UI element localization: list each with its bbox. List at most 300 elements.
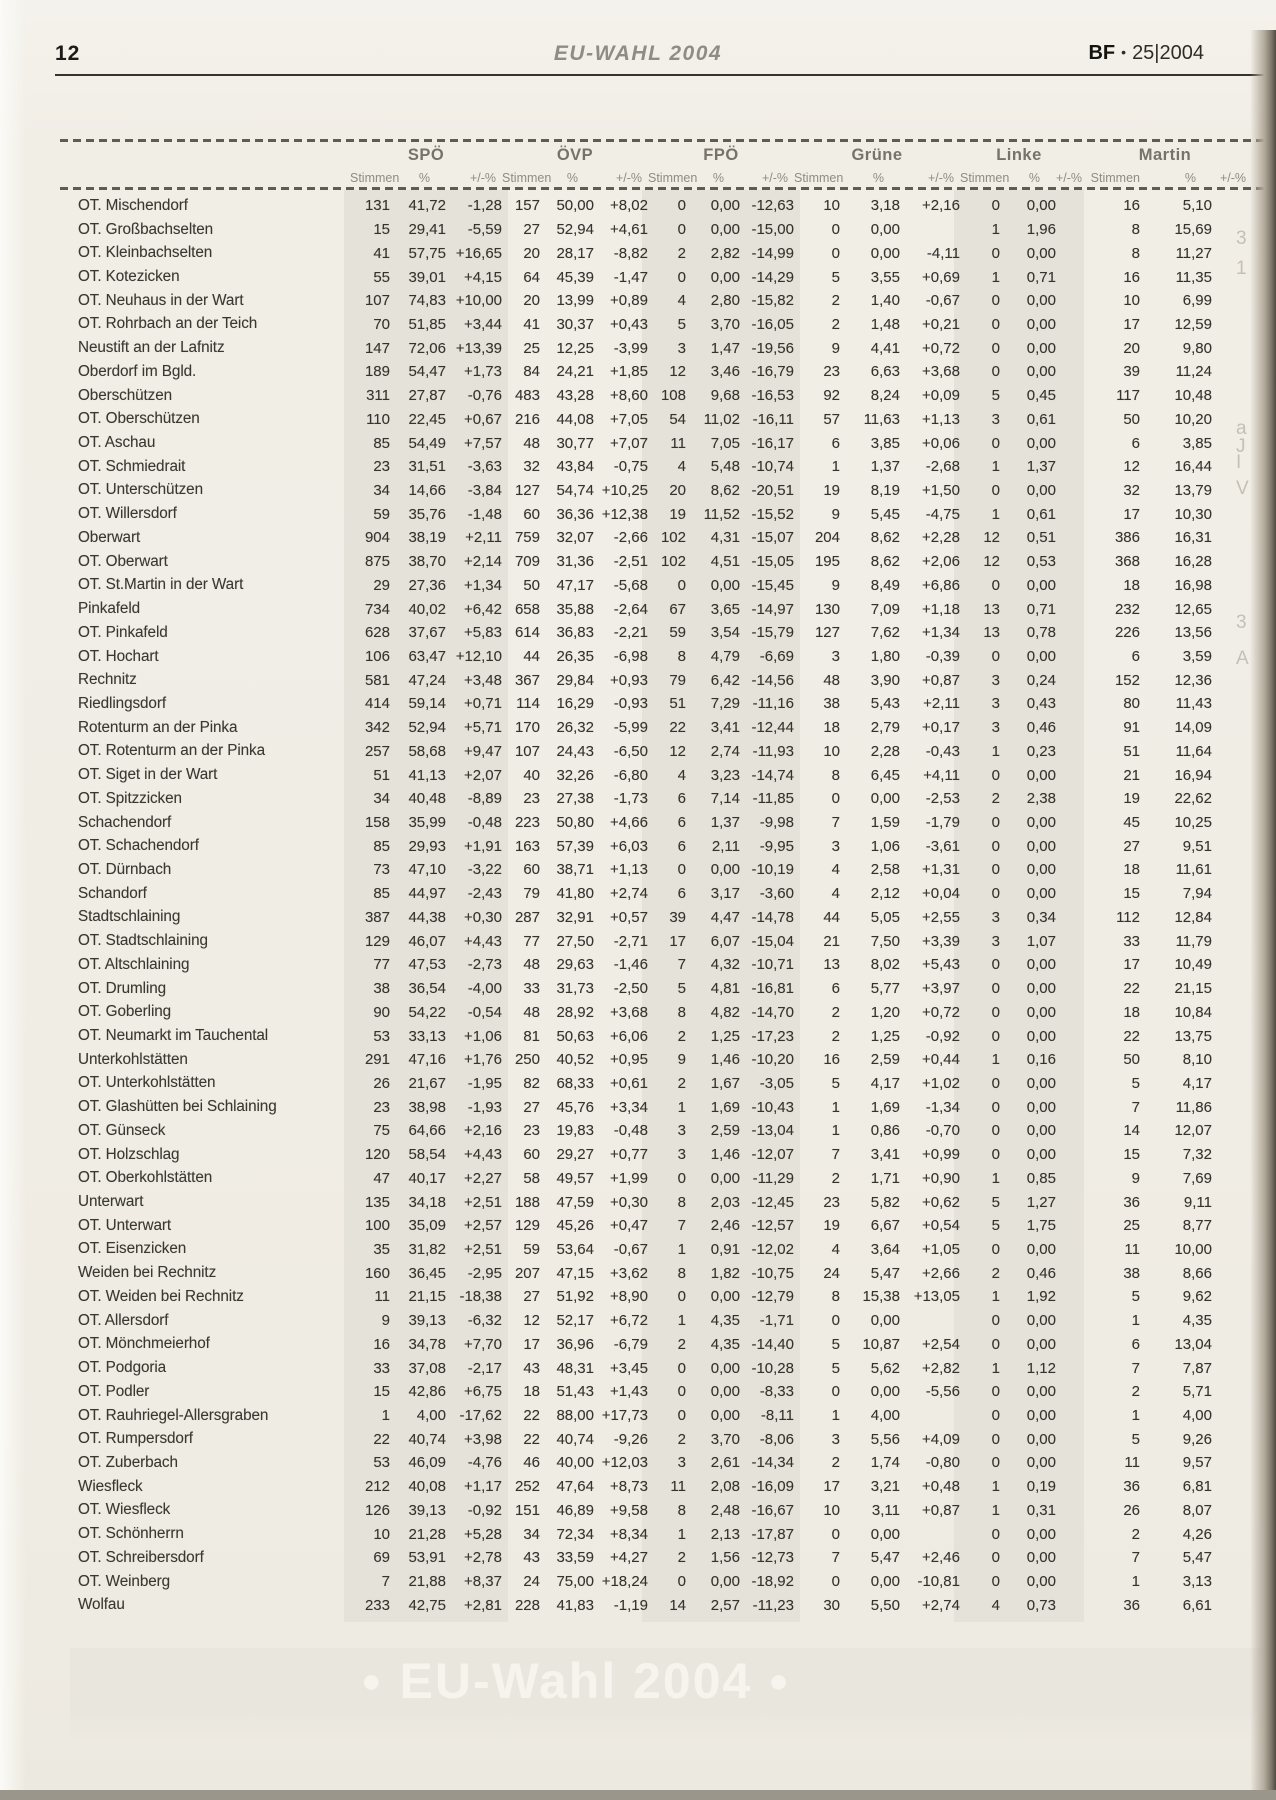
cell-diff: -1,71 — [759, 1312, 794, 1330]
cell-pct: 26,35 — [556, 648, 594, 666]
cell-stim: 24 — [823, 1264, 840, 1282]
cell-stim: 0 — [991, 1122, 1000, 1140]
municipality-name: OT. Zuberbach — [78, 1453, 178, 1471]
cell-stim: 27 — [523, 1098, 540, 1116]
cell-diff: -6,80 — [613, 766, 648, 784]
cell-diff: -1,95 — [467, 1074, 502, 1092]
table-row — [78, 1499, 1252, 1523]
cell-stim: 257 — [364, 742, 390, 760]
table-row — [78, 550, 1252, 574]
cell-pct: 37,08 — [408, 1359, 446, 1377]
cell-pct: 1,37 — [710, 814, 740, 832]
cell-stim: 22 — [373, 1430, 390, 1448]
municipality-name: OT. Glashütten bei Schlaining — [78, 1098, 277, 1116]
cell-diff: -0,70 — [925, 1122, 960, 1140]
cell-stim: 5 — [831, 1335, 840, 1353]
cell-stim: 5 — [1131, 1288, 1140, 1306]
cell-diff: -0,75 — [613, 458, 648, 476]
cell-diff: +0,77 — [610, 1146, 648, 1164]
cell-diff: +1,17 — [464, 1478, 502, 1496]
cell-stim: 48 — [523, 434, 540, 452]
table-row — [78, 1593, 1252, 1617]
cell-stim: 0 — [831, 1312, 840, 1330]
municipality-name: Weiden bei Rechnitz — [78, 1264, 217, 1282]
cell-diff: -10,43 — [751, 1098, 794, 1116]
cell-diff: -16,11 — [752, 410, 794, 428]
cell-stim: 16 — [1123, 268, 1140, 286]
cell-stim: 152 — [1114, 671, 1140, 689]
cell-diff: +0,87 — [922, 671, 960, 689]
table-row — [78, 929, 1252, 953]
cell-pct: 48,31 — [556, 1359, 594, 1377]
party-header-row — [78, 142, 1252, 168]
cell-stim: 212 — [364, 1478, 390, 1496]
cell-stim: 2 — [831, 292, 840, 310]
cell-diff: -2,66 — [613, 529, 648, 547]
cell-stim: 21 — [1123, 766, 1140, 784]
cell-stim: 2 — [991, 790, 1000, 808]
cell-pct: 54,47 — [408, 363, 446, 381]
cell-stim: 0 — [991, 1383, 1000, 1401]
cell-stim: 7 — [1131, 1359, 1140, 1377]
cell-diff: +0,89 — [610, 292, 648, 310]
cell-diff: +6,06 — [610, 1027, 648, 1045]
cell-pct: 32,91 — [556, 908, 594, 926]
page-bottom-edge — [0, 1790, 1276, 1800]
cell-pct: 1,40 — [870, 292, 900, 310]
cell-diff: -14,56 — [751, 671, 794, 689]
cell-stim: 75 — [373, 1122, 390, 1140]
cell-stim: 18 — [523, 1383, 540, 1401]
municipality-name: Oberschützen — [78, 386, 173, 404]
cell-stim: 17 — [1123, 956, 1140, 974]
municipality-name: OT. Oberkohlstätten — [78, 1169, 213, 1187]
cell-stim: 8 — [677, 1501, 686, 1519]
cell-diff: -2,53 — [925, 790, 960, 808]
cell-diff: +5,28 — [464, 1525, 502, 1543]
cell-diff: +4,15 — [464, 268, 502, 286]
cell-stim: 9 — [831, 339, 840, 357]
cell-pct: 3,41 — [870, 1146, 900, 1164]
cell-pct: 0,00 — [870, 1525, 900, 1543]
cell-stim: 6 — [677, 814, 686, 832]
cell-stim: 581 — [364, 671, 390, 689]
cell-stim: 216 — [514, 410, 540, 428]
cell-pct: 34,18 — [408, 1193, 446, 1211]
cell-stim: 658 — [514, 600, 540, 618]
cell-stim: 3 — [991, 410, 1000, 428]
cell-diff: -1,73 — [613, 790, 648, 808]
issue-info — [1088, 42, 1204, 65]
cell-pct: 35,09 — [408, 1217, 446, 1235]
cell-pct: 1,46 — [710, 1051, 740, 1069]
cell-stim: 628 — [364, 624, 390, 642]
cell-stim: 33 — [523, 980, 540, 998]
cell-pct: 57,39 — [556, 837, 594, 855]
cell-diff: -1,19 — [613, 1596, 648, 1614]
cell-pct: 8,62 — [710, 481, 740, 499]
cell-pct: 2,48 — [710, 1501, 740, 1519]
cell-pct: 43,28 — [556, 387, 594, 405]
cell-stim: 1 — [991, 1051, 1000, 1069]
cell-stim: 3 — [677, 1122, 686, 1140]
cell-pct: 72,34 — [556, 1525, 594, 1543]
cell-pct: 16,31 — [1174, 529, 1212, 547]
cell-pct: 75,00 — [556, 1573, 594, 1591]
cell-stim: 7 — [381, 1573, 390, 1591]
col-label-stim: Stimmen — [502, 171, 552, 185]
cell-pct: 11,27 — [1175, 244, 1212, 262]
cell-pct: 35,88 — [556, 600, 594, 618]
cell-stim: 36 — [1123, 1596, 1140, 1614]
cell-diff: +0,57 — [610, 908, 648, 926]
cell-stim: 129 — [514, 1217, 540, 1235]
page-title: EU-WAHL 2004 — [553, 42, 723, 65]
cell-diff: -12,07 — [751, 1146, 794, 1164]
cell-stim: 55 — [373, 268, 390, 286]
cell-pct: 50,00 — [556, 197, 594, 215]
cell-pct: 2,38 — [1026, 790, 1056, 808]
table-row — [78, 1000, 1252, 1024]
cell-stim: 57 — [823, 410, 840, 428]
cell-diff: +4,11 — [923, 766, 960, 784]
cell-diff: -19,56 — [751, 339, 794, 357]
cell-stim: 51 — [373, 766, 390, 784]
cell-diff: +0,72 — [922, 339, 960, 357]
cell-stim: 226 — [1114, 624, 1140, 642]
cell-diff: +3,62 — [610, 1264, 648, 1282]
municipality-name: Neustift an der Lafnitz — [78, 339, 225, 357]
cell-stim: 9 — [381, 1312, 390, 1330]
cell-diff: +0,43 — [610, 315, 648, 333]
cell-diff: +2,81 — [464, 1596, 502, 1614]
cell-pct: 2,46 — [710, 1217, 740, 1235]
cell-stim: 34 — [373, 790, 390, 808]
cell-stim: 130 — [814, 600, 840, 618]
cell-pct: 40,00 — [556, 1454, 594, 1472]
cell-stim: 14 — [1123, 1122, 1140, 1140]
cell-pct: 1,46 — [710, 1146, 740, 1164]
ghost-glyph: I — [1236, 452, 1242, 473]
cell-diff: -15,05 — [751, 553, 794, 571]
cell-diff: -14,78 — [751, 908, 794, 926]
cell-pct: 31,82 — [408, 1240, 446, 1258]
cell-diff: -12,73 — [751, 1549, 794, 1567]
table-row — [78, 787, 1252, 811]
cell-diff: +4,27 — [610, 1549, 648, 1567]
cell-pct: 52,94 — [556, 221, 594, 239]
cell-diff: -10,81 — [917, 1573, 960, 1591]
cell-stim: 114 — [516, 695, 540, 713]
cell-pct: 6,07 — [710, 932, 740, 950]
results-table — [78, 134, 1252, 1617]
cell-stim: 1 — [831, 1407, 840, 1425]
cell-stim: 8 — [831, 1288, 840, 1306]
cell-stim: 73 — [373, 861, 390, 879]
cell-diff: -5,59 — [467, 221, 502, 239]
cell-pct: 45,39 — [556, 268, 594, 286]
cell-pct: 42,75 — [408, 1596, 446, 1614]
cell-pct: 28,17 — [556, 244, 594, 262]
cell-pct: 44,97 — [408, 885, 446, 903]
cell-pct: 32,07 — [556, 529, 594, 547]
cell-stim: 4 — [677, 766, 686, 784]
cell-pct: 0,00 — [1026, 1430, 1056, 1448]
cell-stim: 0 — [677, 1383, 686, 1401]
cell-stim: 8 — [677, 1003, 686, 1021]
cell-pct: 39,01 — [408, 268, 446, 286]
cell-stim: 5 — [677, 315, 686, 333]
cell-diff: +4,61 — [610, 221, 648, 239]
cell-pct: 0,00 — [1026, 315, 1056, 333]
cell-stim: 106 — [364, 648, 390, 666]
cell-diff: -6,50 — [613, 742, 648, 760]
cell-stim: 11 — [670, 434, 686, 452]
table-row — [78, 1143, 1252, 1167]
cell-pct: 3,18 — [870, 197, 900, 215]
cell-diff: -14,40 — [751, 1335, 794, 1353]
cell-pct: 4,35 — [710, 1335, 740, 1353]
cell-pct: 21,15 — [408, 1288, 446, 1306]
cell-pct: 44,38 — [408, 908, 446, 926]
cell-stim: 17 — [823, 1478, 840, 1496]
cell-diff: +3,34 — [610, 1098, 648, 1116]
cell-pct: 3,70 — [710, 315, 740, 333]
cell-pct: 8,66 — [1182, 1264, 1212, 1282]
cell-pct: 1,69 — [870, 1098, 900, 1116]
cell-pct: 7,69 — [1182, 1169, 1212, 1187]
cell-diff: +3,44 — [464, 315, 502, 333]
cell-diff: -12,45 — [751, 1193, 794, 1211]
footer-banner-fade — [70, 1714, 1276, 1744]
cell-stim: 0 — [991, 1407, 1000, 1425]
col-label-diff: +/-% — [1056, 171, 1083, 185]
cell-pct: 68,33 — [556, 1074, 594, 1092]
cell-stim: 291 — [364, 1051, 390, 1069]
cell-pct: 0,91 — [710, 1240, 740, 1258]
cell-pct: 3,70 — [710, 1430, 740, 1448]
cell-pct: 30,77 — [556, 434, 594, 452]
cell-diff: -1,79 — [925, 814, 960, 832]
cell-stim: 102 — [660, 553, 686, 571]
cell-diff: +1,18 — [922, 600, 960, 618]
cell-pct: 0,85 — [1026, 1169, 1056, 1187]
cell-pct: 37,67 — [408, 624, 446, 642]
cell-diff: -16,05 — [751, 315, 794, 333]
cell-diff: -17,23 — [751, 1027, 794, 1045]
table-row — [78, 241, 1252, 265]
cell-pct: 21,88 — [408, 1573, 446, 1591]
cell-diff: -15,07 — [751, 529, 794, 547]
municipality-name: OT. Schönherrn — [78, 1525, 184, 1543]
party-header-1: SPÖ — [407, 145, 445, 164]
cell-pct: 4,35 — [1182, 1312, 1212, 1330]
cell-pct: 12,65 — [1174, 600, 1212, 618]
cell-stim: 15 — [373, 221, 390, 239]
cell-stim: 0 — [831, 1573, 840, 1591]
cell-stim: 4 — [677, 292, 686, 310]
cell-stim: 287 — [514, 908, 540, 926]
cell-stim: 58 — [523, 1169, 540, 1187]
cell-stim: 32 — [523, 458, 540, 476]
cell-diff: +0,44 — [922, 1051, 960, 1069]
cell-stim: 48 — [523, 1003, 540, 1021]
cell-pct: 11,79 — [1175, 932, 1212, 950]
table-row — [78, 336, 1252, 360]
municipality-name: OT. Altschlaining — [78, 955, 190, 973]
cell-pct: 24,21 — [556, 363, 594, 381]
cell-diff: +2,27 — [464, 1169, 502, 1187]
cell-stim: 5 — [1131, 1074, 1140, 1092]
cell-pct: 29,93 — [408, 837, 446, 855]
cell-pct: 33,13 — [408, 1027, 446, 1045]
cell-stim: 26 — [373, 1074, 390, 1092]
column-header-row — [78, 168, 1252, 188]
table-row — [78, 1072, 1252, 1096]
municipality-name: OT. Allersdorf — [78, 1311, 169, 1329]
table-row — [78, 265, 1252, 289]
cell-diff: -14,97 — [751, 600, 794, 618]
cell-diff: +2,46 — [922, 1549, 960, 1567]
cell-pct: 0,00 — [1026, 363, 1056, 381]
cell-stim: 0 — [677, 1407, 686, 1425]
cell-stim: 0 — [677, 1169, 686, 1187]
cell-stim: 0 — [991, 1573, 1000, 1591]
cell-stim: 59 — [669, 624, 686, 642]
cell-diff: -14,99 — [751, 244, 794, 262]
cell-diff: -3,05 — [759, 1074, 794, 1092]
cell-stim: 70 — [373, 315, 390, 333]
cell-diff: +12,10 — [455, 648, 502, 666]
cell-stim: 50 — [1123, 410, 1140, 428]
municipality-name: OT. Weinberg — [78, 1572, 171, 1590]
cell-pct: 5,05 — [870, 908, 900, 926]
table-row — [78, 740, 1252, 764]
cell-pct: 4,31 — [710, 529, 740, 547]
cell-pct: 0,00 — [710, 861, 740, 879]
cell-pct: 5,50 — [870, 1596, 900, 1614]
cell-pct: 2,08 — [710, 1478, 740, 1496]
cell-stim: 0 — [831, 1383, 840, 1401]
cell-stim: 2 — [831, 1003, 840, 1021]
municipality-name: OT. Neuhaus in der Wart — [78, 291, 244, 309]
cell-stim: 11 — [1124, 1454, 1140, 1472]
table-row — [78, 526, 1252, 550]
cell-diff: -8,89 — [467, 790, 502, 808]
cell-pct: 7,05 — [710, 434, 740, 452]
cell-pct: 0,00 — [710, 1359, 740, 1377]
cell-diff: +2,07 — [464, 766, 502, 784]
cell-diff: +2,14 — [464, 553, 502, 571]
cell-diff: +2,11 — [465, 529, 502, 547]
cell-stim: 160 — [364, 1264, 390, 1282]
table-row — [78, 574, 1252, 598]
cell-stim: 0 — [991, 1098, 1000, 1116]
cell-pct: 33,59 — [556, 1549, 594, 1567]
cell-diff: +8,90 — [610, 1288, 648, 1306]
cell-stim: 2 — [831, 1454, 840, 1472]
municipality-name: OT. Schreibersdorf — [78, 1548, 204, 1566]
cell-stim: 54 — [669, 410, 686, 428]
cell-diff: -2,21 — [613, 624, 648, 642]
cell-stim: 77 — [523, 932, 540, 950]
cell-pct: 7,29 — [710, 695, 740, 713]
cell-pct: 35,99 — [408, 814, 446, 832]
table-row — [78, 384, 1252, 408]
cell-pct: 4,81 — [710, 980, 740, 998]
cell-pct: 2,28 — [870, 742, 900, 760]
cell-diff: +2,28 — [922, 529, 960, 547]
cell-pct: 0,00 — [870, 1312, 900, 1330]
cell-pct: 9,62 — [1182, 1288, 1212, 1306]
ghost-glyph: V — [1236, 478, 1249, 499]
cell-pct: 1,27 — [1026, 1193, 1056, 1211]
banner-left-bullet-icon: ● — [361, 1662, 384, 1700]
cell-diff: -17,87 — [751, 1525, 794, 1543]
ghost-glyph: 3 — [1236, 228, 1247, 249]
cell-diff: +1,05 — [922, 1240, 960, 1258]
page-right-edge — [1250, 30, 1276, 1800]
cell-diff: -8,82 — [613, 244, 648, 262]
cell-diff: +2,66 — [922, 1264, 960, 1282]
cell-diff: -1,93 — [467, 1098, 502, 1116]
cell-diff: +4,43 — [464, 1146, 502, 1164]
cell-pct: 0,00 — [1026, 648, 1056, 666]
cell-diff: -0,67 — [613, 1240, 648, 1258]
cell-pct: 0,00 — [1026, 434, 1056, 452]
cell-stim: 483 — [514, 387, 540, 405]
table-row — [78, 1404, 1252, 1428]
cell-stim: 1 — [831, 1122, 840, 1140]
cell-diff: -3,84 — [467, 481, 502, 499]
cell-stim: 342 — [364, 719, 390, 737]
table-row — [78, 360, 1252, 384]
cell-stim: 10 — [373, 1525, 390, 1543]
cell-stim: 1 — [991, 1359, 1000, 1377]
cell-pct: 12,07 — [1174, 1122, 1212, 1140]
cell-diff: -1,47 — [613, 268, 648, 286]
municipality-name: OT. Drumling — [78, 979, 167, 997]
cell-stim: 6 — [831, 434, 840, 452]
cell-pct: 1,74 — [870, 1454, 900, 1472]
table-row — [78, 1475, 1252, 1499]
cell-diff: +0,69 — [922, 268, 960, 286]
cell-stim: 60 — [523, 1146, 540, 1164]
cell-diff: +12,03 — [601, 1454, 648, 1472]
cell-pct: 8,62 — [870, 529, 900, 547]
cell-pct: 2,12 — [870, 885, 900, 903]
cell-pct: 45,76 — [556, 1098, 594, 1116]
cell-stim: 11 — [374, 1288, 390, 1306]
municipality-name: OT. Rumpersdorf — [78, 1430, 193, 1448]
cell-diff: +4,43 — [464, 932, 502, 950]
cell-stim: 11 — [670, 1478, 686, 1496]
cell-stim: 38 — [1123, 1264, 1140, 1282]
cell-diff: -10,74 — [751, 458, 794, 476]
cell-diff: +3,45 — [610, 1359, 648, 1377]
municipality-name: OT. Rauhriegel-Allersgraben — [78, 1406, 269, 1424]
cell-stim: 12 — [983, 529, 1000, 547]
cell-diff: -1,46 — [613, 956, 648, 974]
municipality-name: OT. Wiesfleck — [78, 1501, 171, 1519]
cell-pct: 0,45 — [1026, 387, 1056, 405]
cell-stim: 5 — [831, 1074, 840, 1092]
cell-stim: 1 — [381, 1407, 390, 1425]
cell-stim: 53 — [373, 1027, 390, 1045]
cell-pct: 47,16 — [408, 1051, 446, 1069]
table-row — [78, 1166, 1252, 1190]
cell-pct: 53,64 — [556, 1240, 594, 1258]
